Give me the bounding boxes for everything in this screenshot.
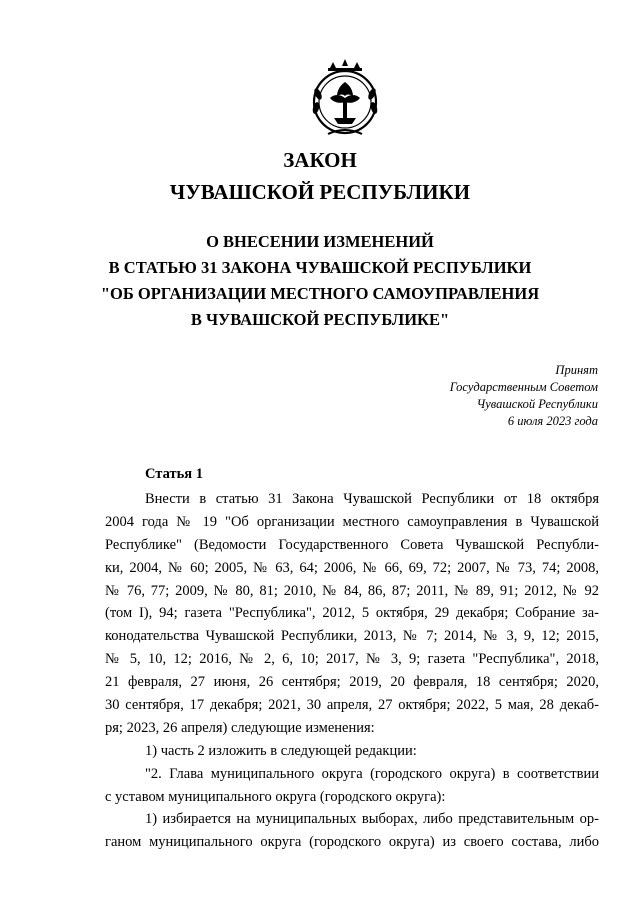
coat-of-arms-emblem-icon xyxy=(306,54,384,140)
body-line: Республике" (Ведомости Государственного Совета Чувашской Республи- xyxy=(105,536,599,553)
body-line: (том I), 94; газета "Республика", 2012, 5 октября, 29 декабря; Собрание за- xyxy=(105,605,599,622)
adoption-date: 6 июля 2023 года xyxy=(507,414,598,428)
law-subject-heading xyxy=(0,229,640,333)
body-line: 21 февраля, 27 июня, 26 сентября; 2019, 20 февраля, 18 сентября; 2020, xyxy=(105,674,599,691)
article-body xyxy=(105,488,599,854)
body-line: 1) избирается на муниципальных выборах, либо представительным ор- xyxy=(145,811,599,828)
adoption-line: Чувашской Республики xyxy=(476,397,598,411)
adoption-line: Принят xyxy=(555,363,598,377)
body-line: ря; 2023, 26 апреля) следующие изменения: xyxy=(105,719,375,736)
body-line: Внести в статью 31 Закона Чувашской Республики от 18 октября xyxy=(145,491,599,507)
body-line: конодательства Чувашской Республики, 2013, № 7; 2014, № 3, 9, 12; 2015, xyxy=(105,628,599,645)
subject-line: "ОБ ОРГАНИЗАЦИИ МЕСТНОГО САМОУПРАВЛЕНИЯ xyxy=(100,284,540,303)
law-title: ЗАКОН xyxy=(283,148,357,172)
body-line: № 76, 77; 2009, № 80, 81; 2010, № 84, 86, 87; 2011, № 89, 91; 2012, № 92 xyxy=(105,582,599,599)
body-line: № 5, 10, 12; 2016, № 2, 6, 10; 2017, № 3, 9; газета "Республика", 2018, xyxy=(105,651,599,668)
article-heading: Статья 1 xyxy=(145,466,203,482)
adoption-line: Государственным Советом xyxy=(449,380,598,394)
body-line: 30 сентября, 17 декабря; 2021, 30 апреля, 27 октября; 2022, 5 мая, 28 декаб- xyxy=(105,697,599,714)
body-line: 1) часть 2 изложить в следующей редакции: xyxy=(145,742,417,759)
subject-line: О ВНЕСЕНИИ ИЗМЕНЕНИЙ xyxy=(206,232,434,251)
body-line: "2. Глава муниципального округа (городского округа) в соответствии xyxy=(145,765,599,782)
subject-line: В ЧУВАШСКОЙ РЕСПУБЛИКЕ" xyxy=(190,310,450,329)
law-republic-title: ЧУВАШСКОЙ РЕСПУБЛИКИ xyxy=(169,180,471,204)
subject-line: В СТАТЬЮ 31 ЗАКОНА ЧУВАШСКОЙ РЕСПУБЛИКИ xyxy=(108,258,532,277)
adoption-note xyxy=(450,362,598,430)
body-line: ки, 2004, № 60; 2005, № 63, 64; 2006, № 66, 69, 72; 2007, № 73, 74; 2008, xyxy=(105,559,599,576)
body-line: ганом муниципального округа (городского округа) из своего состава, либо xyxy=(105,834,599,851)
body-line: 2004 года № 19 "Об организации местного самоуправления в Чувашской xyxy=(105,513,599,530)
body-line: с уставом муниципального округа (городского округа): xyxy=(105,788,446,805)
